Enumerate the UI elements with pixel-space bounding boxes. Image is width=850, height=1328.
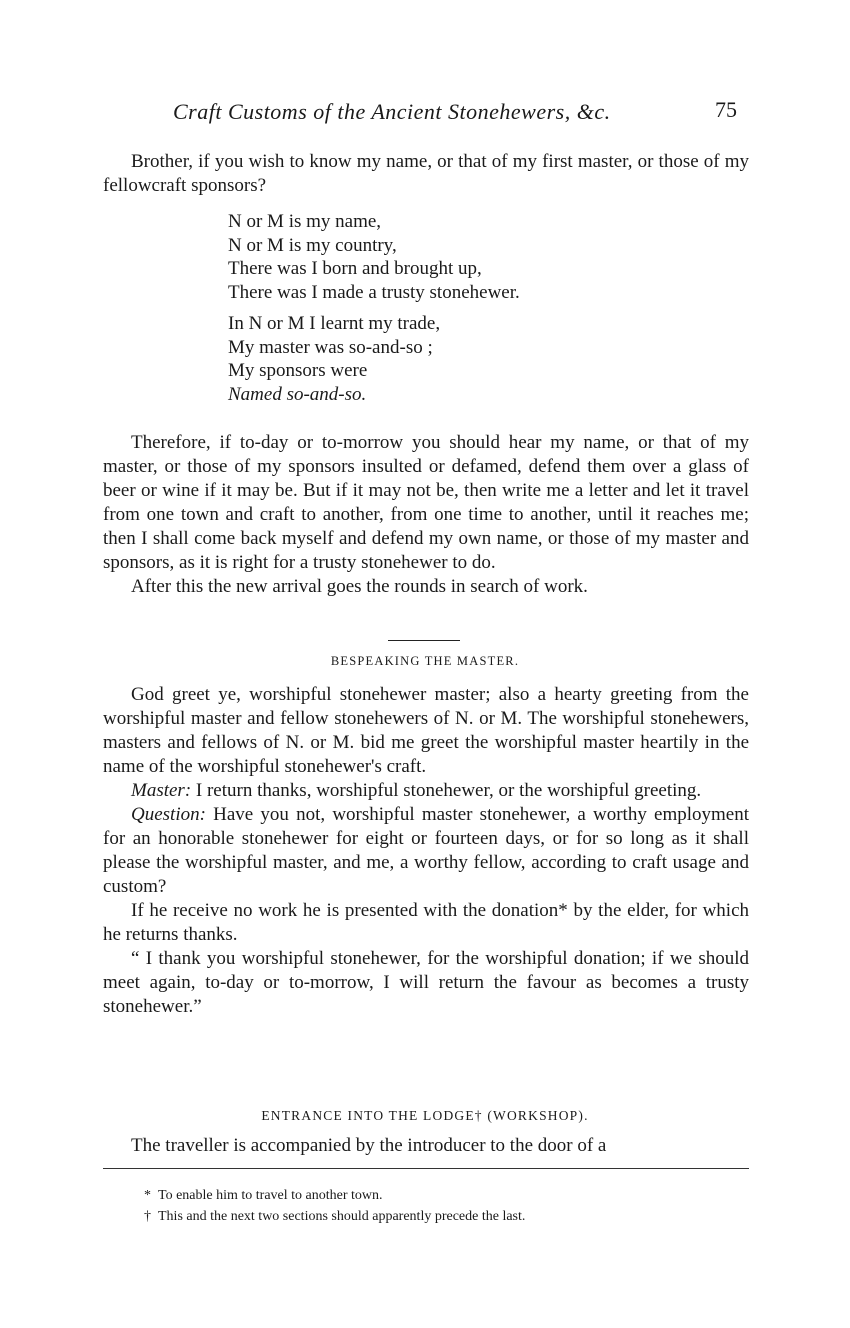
master-label: Master:: [131, 780, 192, 801]
section-heading-entrance: ENTRANCE INTO THE LODGE† (WORKSHOP).: [261, 1108, 589, 1123]
therefore-paragraph-block: [103, 431, 749, 599]
verse-line: Named so-and-so.: [228, 383, 367, 405]
verse-line: My sponsors were: [228, 360, 368, 381]
intro-paragraph-block: [103, 150, 749, 198]
section-heading-bespeaking: BESPEAKING THE MASTER.: [330, 654, 520, 668]
verse-line: There was I made a trusty stonehewer.: [228, 281, 520, 303]
page-number: 75: [715, 97, 737, 122]
therefore-paragraph: Therefore, if to-day or to-morrow you should hear my name, or that of my master, or those of my sponsors insulted or defamed, defend them over a glass of beer or wine if it may be. But if it may not be, then write me a letter and let it travel from one town and craft to another, from one time to another, until it reaches me; then I shall come back myself and defend my own name, or those of my master and sponsors, as it is right for a trusty stonehewer to do.: [103, 432, 749, 573]
question-paragraph: [103, 803, 749, 899]
bespeaking-section-block: [103, 683, 749, 1019]
footnote-1: [144, 1185, 525, 1206]
master-reply-paragraph: [103, 779, 749, 803]
stanza-gap: [228, 304, 520, 312]
donation-paragraph: If he receive no work he is presented with the donation* by the elder, for which he returns thanks.: [103, 900, 749, 945]
footnote-text: To enable him to travel to another town.: [158, 1188, 383, 1203]
verse-line: In N or M I learnt my trade,: [228, 313, 441, 334]
footnote-mark: †: [144, 1209, 151, 1224]
greeting-paragraph: God greet ye, worshipful stonehewer master; also a hearty greeting from the worshipful master and fellow stonehewers of N. or M. The worshipful stonehewers, masters and fellows of N. or M. bid me greet the worshipful master heartily in the name of the worshipful stonehewer's craft.: [103, 684, 749, 777]
section-divider: [388, 640, 460, 641]
verse-line: My master was so-and-so ;: [228, 336, 433, 358]
verse-line: N or M is my name,: [228, 211, 382, 232]
verse-line: N or M is my country,: [228, 234, 397, 256]
footnote-mark: *: [144, 1188, 151, 1203]
verse-line: There was I born and brought up,: [228, 258, 482, 279]
verse-stanza-1: [228, 210, 520, 406]
thanks-paragraph: “ I thank you worshipful stonehewer, for the worshipful donation; if we should meet again, to-day or to-morrow, I will return the favour as becomes a trusty stonehewer.”: [103, 948, 749, 1017]
footnote-text: This and the next two sections should apparently precede the last.: [158, 1209, 526, 1224]
footnote-rule: [103, 1168, 749, 1169]
after-paragraph: After this the new arrival goes the rounds in search of work.: [131, 576, 588, 597]
footnotes: [144, 1185, 525, 1227]
entrance-section-block: [103, 1134, 749, 1158]
question-label: Question:: [131, 804, 206, 825]
intro-paragraph: Brother, if you wish to know my name, or that of my first master, or those of my fellowcraft sponsors?: [103, 151, 749, 196]
footnote-2: [144, 1206, 525, 1227]
master-reply-text: I return thanks, worshipful stonehewer, or the worshipful greeting.: [195, 780, 702, 801]
running-title: Craft Customs of the Ancient Stonehewers, &c.: [173, 99, 611, 124]
question-text: Have you not, worshipful master stonehewer, a worthy employment for an honorable stonehewer for eight or fourteen days, or for so long as it shall please the worshipful master, and me, a worthy fellow, according to craft usage and custom?: [103, 804, 750, 897]
entrance-first-line: The traveller is accompanied by the introducer to the door of a: [131, 1135, 607, 1156]
